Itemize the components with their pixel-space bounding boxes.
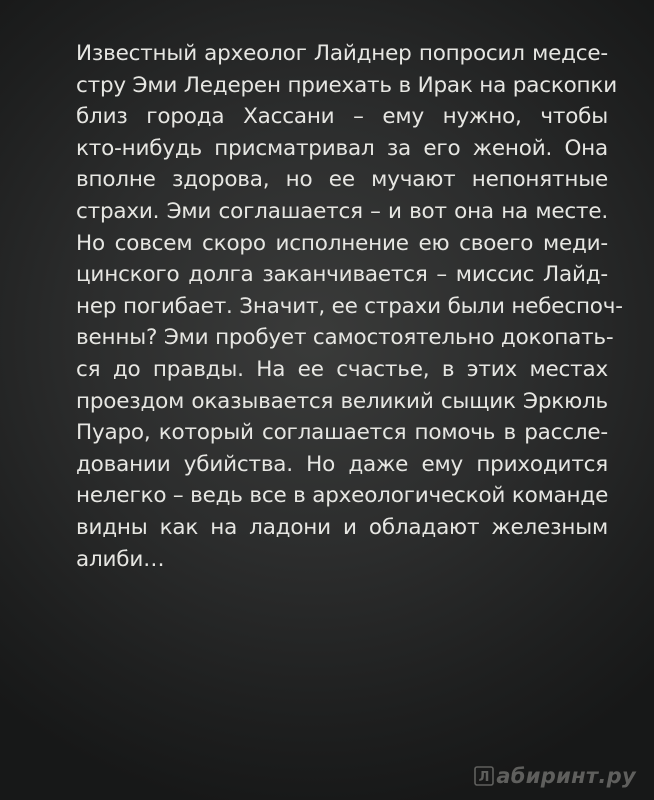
description-line: проездом оказывается великий сыщик Эркюль: [76, 388, 608, 414]
description-line: ся до правды. На ее счастье, в этих местах: [76, 356, 608, 382]
description-line: нелегко – ведь все в археологической команде: [76, 483, 609, 509]
labirint-watermark: [474, 764, 636, 788]
description-line: стру Эми Ледерен приехать в Ирак на раскопки: [76, 72, 617, 98]
labirint-logo-icon: [474, 766, 494, 786]
description-line: алиби…: [76, 546, 165, 572]
description-line: цинского долга заканчивается – миссис Лайд-: [76, 262, 608, 288]
description-line: вполне здорова, но ее мучают непонятные: [76, 167, 608, 193]
description-line: страхи. Эми соглашается – и вот она на месте.: [76, 198, 608, 224]
description-line: видны как на ладони и обладают железным: [76, 514, 608, 540]
description-line: Но совсем скоро исполнение ею своего меди-: [76, 230, 608, 256]
watermark-text: абиринт.ру: [496, 764, 636, 788]
description-line: нер погибает. Значит, ее страхи были небеспоч-: [76, 293, 623, 319]
description-line: близ города Хассани – ему нужно, чтобы: [76, 104, 608, 130]
description-line: венны? Эми пробует самостоятельно докопать-: [76, 325, 614, 351]
description-line: Известный археолог Лайднер попросил медсе-: [76, 41, 608, 66]
description-line: кто-нибудь присматривал за его женой. Она: [76, 135, 608, 161]
logo-letter: Л: [478, 770, 490, 785]
description-line: довании убийства. Но даже ему приходится: [76, 451, 608, 477]
description-line: Пуаро, который соглашается помочь в рассле-: [76, 420, 608, 446]
book-description: [76, 38, 623, 575]
